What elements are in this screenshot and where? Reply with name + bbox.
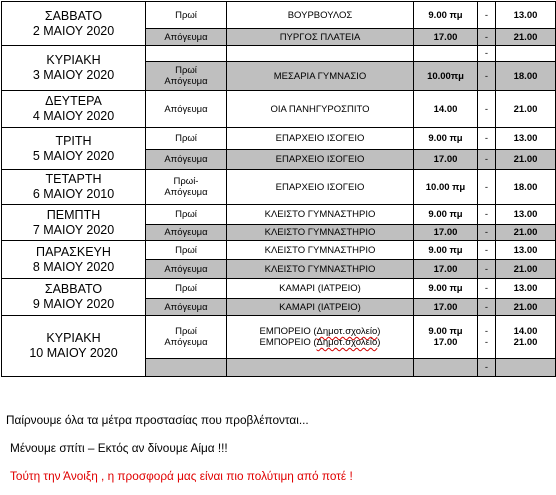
time-cell: Πρωί [146, 128, 227, 150]
schedule-row [2, 241, 556, 260]
date-label: 5 ΜΑΙΟΥ 2020 [32, 148, 115, 163]
to-time-cell-line: 21.00 [513, 337, 538, 348]
dash-cell: - [478, 299, 496, 316]
day-cell [2, 279, 146, 316]
time-cell: Πρωί [146, 2, 227, 29]
from-time-cell: 17.00 [414, 150, 478, 170]
from-time-cell: 9.00 πμ [414, 2, 478, 29]
from-time-cell: 9.00 πμ [414, 279, 478, 299]
from-time-cell [414, 359, 478, 377]
time-cell: Απόγευμα [146, 29, 227, 46]
place-cell [227, 359, 414, 377]
time-cell: Πρωί [146, 279, 227, 299]
day-cell [2, 128, 146, 170]
time-cell [146, 170, 227, 205]
day-cell [2, 316, 146, 377]
dash-cell: - [478, 205, 496, 225]
place-cell [227, 316, 414, 359]
date-label: 4 ΜΑΙΟΥ 2020 [32, 109, 115, 123]
from-time-cell: 9.00 πμ [414, 241, 478, 260]
weekday-label: ΔΕΥΤΕΡΑ [45, 94, 102, 108]
to-time-cell [496, 46, 556, 62]
spellcheck-underlined-word: Δημοτ.σχολείο [316, 337, 378, 348]
time-cell-line: Πρωί [175, 65, 197, 76]
place-cell: ΚΛΕΙΣΤΟ ΓΥΜΝΑΣΤΗΡΙΟ [227, 241, 414, 260]
to-time-cell: 21.00 [496, 225, 556, 241]
dash-cell: - [478, 260, 496, 279]
place-cell: ΕΠΑΡΧΕΙΟ ΙΣΟΓΕΙΟ [227, 128, 414, 150]
to-time-cell: 13.00 [496, 2, 556, 29]
date-label: 6 ΜΑΙΟΥ 2010 [32, 187, 115, 201]
day-cell [2, 2, 146, 46]
place-cell: ΟΙΑ ΠΑΝΗΓΥΡΟΣΠΙΤΟ [227, 91, 414, 128]
place-cell: ΚΛΕΙΣΤΟ ΓΥΜΝΑΣΤΗΡΙΟ [227, 260, 414, 279]
place-cell: ΒΟΥΡΒΟΥΛΟΣ [227, 2, 414, 29]
schedule-row [2, 170, 556, 205]
dash-cell: - [478, 225, 496, 241]
from-time-cell [414, 46, 478, 62]
date-label: 7 ΜΑΙΟΥ 2020 [32, 222, 115, 237]
schedule-row [2, 2, 556, 29]
schedule-row [2, 91, 556, 128]
date-label: 8 ΜΑΙΟΥ 2020 [32, 259, 115, 274]
weekday-label: ΣΑΒΒΑΤΟ [44, 8, 103, 23]
schedule-row [2, 128, 556, 150]
dash-cell: - [478, 279, 496, 299]
place-cell: ΚΑΜΑΡΙ (ΙΑΤΡΕΙΟ) [227, 279, 414, 299]
time-cell: Απόγευμα [146, 150, 227, 170]
place-cell: ΕΠΑΡΧΕΙΟ ΙΣΟΓΕΙΟ [227, 170, 414, 205]
from-time-cell: 17.00 [414, 260, 478, 279]
schedule-row [2, 316, 556, 359]
from-time-cell: 14.00 [414, 91, 478, 128]
time-cell [146, 46, 227, 62]
day-cell [2, 170, 146, 205]
day-cell [2, 205, 146, 241]
to-time-cell: 18.00 [496, 62, 556, 91]
to-time-cell: 13.00 [496, 205, 556, 225]
dash-cell: - [478, 62, 496, 91]
dash-cell: - [478, 170, 496, 205]
time-cell-line: Απόγευμα [164, 187, 208, 198]
dash-cell: - [478, 46, 496, 62]
time-cell [146, 62, 227, 91]
schedule-row [2, 46, 556, 62]
place-cell-line: ΕΜΠΟΡΕΙΟ (Δημοτ.σχολείο) [259, 337, 381, 348]
to-time-cell: 13.00 [496, 128, 556, 150]
from-time-cell: 9.00 πμ [414, 128, 478, 150]
weekday-label: ΚΥΡΙΑΚΗ [46, 53, 101, 67]
time-cell-line: Απόγευμα [164, 76, 208, 87]
dash-cell: - [478, 91, 496, 128]
dash-cell-line: - [484, 326, 489, 337]
dash-cell-line: - [484, 337, 489, 348]
note-protection-measures: Παίρνουμε όλα τα μέτρα προστασίας που προβλέπονται... [6, 413, 309, 427]
date-label: 3 ΜΑΙΟΥ 2020 [32, 68, 115, 82]
to-time-cell-line: 14.00 [513, 326, 538, 337]
time-cell: Πρωί [146, 205, 227, 225]
time-cell [146, 359, 227, 377]
to-time-cell: 13.00 [496, 241, 556, 260]
day-cell [2, 46, 146, 91]
to-time-cell: 21.00 [496, 29, 556, 46]
donation-schedule-table [1, 1, 556, 377]
date-label: 9 ΜΑΙΟΥ 2020 [32, 297, 115, 311]
place-cell [227, 46, 414, 62]
time-cell-line: Πρωί [175, 326, 197, 337]
time-cell [146, 316, 227, 359]
to-time-cell [496, 316, 556, 359]
to-time-cell: 21.00 [496, 299, 556, 316]
weekday-label: ΚΥΡΙΑΚΗ [46, 331, 101, 345]
place-cell: ΚΑΜΑΡΙ (ΙΑΤΡΕΙΟ) [227, 299, 414, 316]
time-cell: Απόγευμα [146, 299, 227, 316]
schedule-row [2, 205, 556, 225]
note-stay-home: Μένουμε σπίτι – Εκτός αν δίνουμε Αίμα !!! [10, 441, 228, 455]
dash-cell: - [478, 359, 496, 377]
note-spring-offer: Τούτη την Άνοιξη , η προσφορά μας είναι πιο πολύτιμη από ποτέ ! [10, 469, 353, 483]
from-time-cell: 17.00 [414, 299, 478, 316]
date-label: 10 ΜΑΙΟΥ 2020 [29, 346, 118, 360]
place-cell: ΠΥΡΓΟΣ ΠΛΑΤΕΙΑ [227, 29, 414, 46]
dash-cell: - [478, 128, 496, 150]
to-time-cell: 21.00 [496, 150, 556, 170]
from-time-cell: 10.00 πμ [414, 170, 478, 205]
to-time-cell: 18.00 [496, 170, 556, 205]
from-time-cell: 10.00πμ [414, 62, 478, 91]
from-time-cell-line: 9.00 πμ [428, 326, 463, 337]
place-cell-line: ΕΜΠΟΡΕΙΟ (Δημοτ.σχολείο) [259, 326, 381, 337]
weekday-label: ΤΡΙΤΗ [55, 133, 92, 148]
time-cell: Απόγευμα [146, 225, 227, 241]
dash-cell [478, 316, 496, 359]
time-cell: Απόγευμα [146, 260, 227, 279]
day-cell [2, 241, 146, 279]
dash-cell: - [478, 2, 496, 29]
schedule-body [2, 2, 556, 377]
weekday-label: ΠΑΡΑΣΚΕΥΗ [36, 244, 111, 259]
spellcheck-underlined-word: Δημοτ.σχολείο [316, 326, 378, 337]
place-cell: ΜΕΣΑΡΙΑ ΓΥΜΝΑΣΙΟ [227, 62, 414, 91]
dash-cell: - [478, 150, 496, 170]
from-time-cell: 9.00 πμ [414, 205, 478, 225]
from-time-cell: 17.00 [414, 225, 478, 241]
date-label: 2 ΜΑΙΟΥ 2020 [32, 23, 115, 38]
time-cell: Απόγευμα [146, 91, 227, 128]
place-cell: ΕΠΑΡΧΕΙΟ ΙΣΟΓΕΙΟ [227, 150, 414, 170]
weekday-label: ΣΑΒΒΑΤΟ [44, 282, 103, 296]
to-time-cell: 21.00 [496, 91, 556, 128]
time-cell-line: Πρωί- [173, 176, 199, 187]
dash-cell: - [478, 241, 496, 260]
from-time-cell [414, 316, 478, 359]
time-cell: Πρωί [146, 241, 227, 260]
weekday-label: ΤΕΤΑΡΤΗ [45, 172, 102, 186]
to-time-cell [496, 359, 556, 377]
day-cell [2, 91, 146, 128]
time-cell-line: Απόγευμα [164, 337, 208, 348]
place-cell: ΚΛΕΙΣΤΟ ΓΥΜΝΑΣΤΗΡΙΟ [227, 225, 414, 241]
to-time-cell: 13.00 [496, 279, 556, 299]
to-time-cell: 21.00 [496, 260, 556, 279]
from-time-cell: 17.00 [414, 29, 478, 46]
dash-cell: - [478, 29, 496, 46]
place-cell: ΚΛΕΙΣΤΟ ΓΥΜΝΑΣΤΗΡΙΟ [227, 205, 414, 225]
from-time-cell-line: 17.00 [433, 337, 458, 348]
weekday-label: ΠΕΜΠΤΗ [46, 207, 101, 222]
schedule-row [2, 279, 556, 299]
